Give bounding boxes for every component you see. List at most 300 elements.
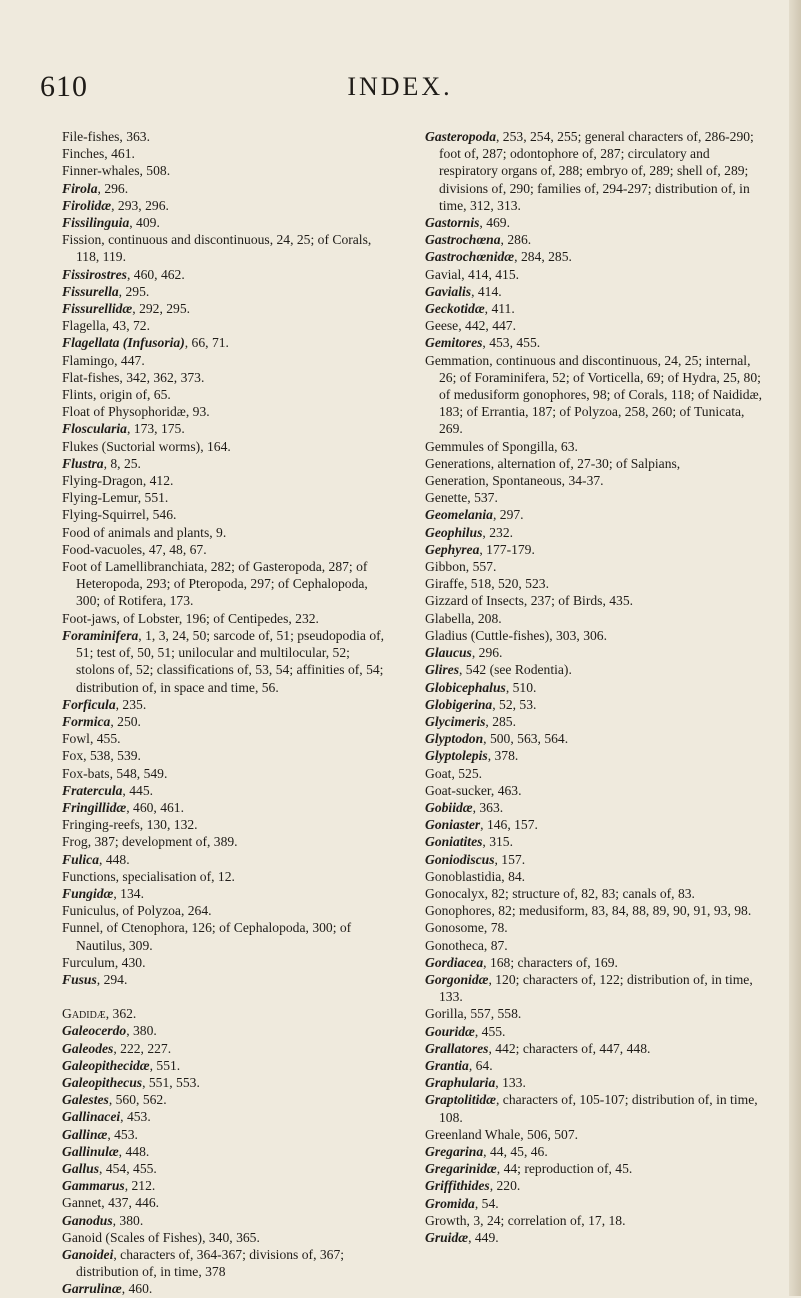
index-entry [62,438,390,455]
index-column-left [62,128,390,1298]
index-term: Gouridæ [425,1023,475,1039]
index-term: Galeodes [62,1040,114,1056]
index-entry [425,1005,770,1022]
index-term: Flagellata (Infusoria) [62,335,185,351]
index-references: , specialisation of, 12. [115,868,235,884]
index-entry [62,851,390,868]
index-references: , 460, 462. [126,266,185,282]
index-term: Galeopithecidæ [62,1057,150,1073]
index-entry [62,524,390,541]
index-entry [62,868,390,885]
index-references: , 285. [485,713,516,729]
index-term: Food [62,524,90,540]
index-entry [62,352,390,369]
index-term: Goniaster [425,817,481,833]
index-term: Furculum [62,954,115,970]
index-term: Formica [62,713,111,729]
index-term: Globicephalus [425,679,506,695]
index-references: , 460. [121,1281,153,1297]
index-references: , 315. [482,834,513,850]
index-entry [62,902,390,919]
index-entry [62,1280,390,1297]
index-entry [62,610,390,627]
index-references: , 551. [137,490,169,506]
index-entry [425,1212,770,1229]
index-references: , 387; development of, 389. [87,834,238,850]
index-term: Gonophores [425,903,492,919]
index-term: Functions [62,868,116,884]
index-entry [62,231,390,265]
index-term: Griffithides [425,1178,490,1194]
index-term: Gemmules [425,438,484,454]
index-term: Gorilla [425,1006,464,1022]
index-entry [62,420,390,437]
index-references: , 292, 295. [132,301,191,317]
index-entry [425,765,770,782]
index-references: , 460, 461. [126,799,184,815]
index-references: , continuous and discontinuous, 24, 25; internal, 26; of Foraminifera, 52; of Vorticella, 69; of Hydra, 25, 80; of medusiform gonophores, 98; of Corals, 118; of Naididæ, 183; of Errantia, 187; of Polyzoa, 258, 260; of Tunicata, 269. [439,352,763,437]
index-term: Forficula [62,696,116,712]
index-references: , 430. [114,954,146,970]
index-references: , 8, 25. [103,455,141,471]
index-term: Fungidæ [62,885,114,901]
index-term: Fissurellidæ [62,301,133,317]
index-entry [62,558,390,610]
index-references: (Scales of Fishes), 340, 365. [102,1229,260,1245]
index-term: Firola [62,180,98,196]
index-references: , 453. [120,1109,151,1125]
index-term: Fusus [62,971,97,987]
index-references: , 546. [145,507,177,523]
index-entry [425,713,770,730]
index-entry [62,627,390,696]
index-entry [62,334,390,351]
index-references: , 449. [468,1230,499,1245]
index-term: Goat [425,765,452,781]
index-entry [62,403,390,420]
index-term: Graptolitidæ [425,1092,496,1108]
index-references: , 557. [465,559,497,575]
index-term: Glaucus [425,645,472,661]
index-term: Gavial [425,266,462,282]
index-term: Ganoid [62,1229,103,1245]
index-entry [425,506,770,523]
index-references: , 518, 520, 523. [464,576,549,592]
index-references: , 295. [118,283,150,299]
index-term: Glabella [425,610,472,626]
index-entry [62,765,390,782]
index-references: , Spontaneous, 34-37. [485,473,604,489]
index-term: Galestes [62,1092,109,1108]
index-references: , 54. [474,1195,499,1211]
index-references: , 64. [468,1057,493,1073]
index-term: Gallinæ [62,1126,108,1142]
index-entry [425,971,770,1005]
index-term: Ganodus [62,1212,113,1228]
index-term: Foot-jaws [62,610,117,626]
index-term: Gruidæ [425,1230,469,1245]
index-term: Generation [425,473,486,489]
index-entry [425,558,770,575]
index-term: Gibbon [425,559,466,575]
index-entry [62,954,390,971]
index-references: , 157. [494,851,526,867]
index-references: , 222, 227. [113,1040,172,1056]
index-references: , 455. [89,731,121,747]
index-term: Flagella [62,318,106,334]
index-references: , 293, 296. [111,197,169,213]
index-references: , 412. [142,473,174,489]
index-references: , 380. [112,1212,144,1228]
index-references: , 448. [99,851,130,867]
index-references: , 120; characters of, 122; distribution of, in time, 133. [439,971,753,1005]
index-term: Gavialis [425,283,472,299]
index-entry [425,1143,770,1160]
index-entry [425,610,770,627]
index-term: Gasteropoda [425,129,496,144]
index-references: , 447. [114,352,145,368]
index-entry [62,696,390,713]
index-term: Gallus [62,1160,100,1176]
index-entry [62,300,390,317]
index-entry [425,937,770,954]
index-term: Funnel [62,920,100,936]
index-entry [62,541,390,558]
index-entry [425,1177,770,1194]
index-entry [425,1195,770,1212]
index-term: Gladius [425,627,468,643]
index-term: Grantia [425,1057,469,1073]
index-entry [425,214,770,231]
index-term: Flustra [62,455,104,471]
index-entry [62,1143,390,1160]
index-references: , 448. [118,1143,150,1159]
index-entry [62,1246,390,1280]
index-term: Gregarina [425,1143,484,1159]
index-term: Fox [62,748,84,764]
index-term: Gephyrea [425,541,480,557]
index-term: Goniatites [425,834,483,850]
index-entry [425,352,770,438]
index-references: , 380. [126,1023,157,1039]
index-entry [62,180,390,197]
index-entry [425,541,770,558]
index-entry [62,1194,390,1211]
index-references: , 508. [139,163,171,179]
index-entry [425,438,770,455]
index-term: Graphularia [425,1075,496,1091]
index-entry [62,1057,390,1074]
index-references: , characters of, 364-367; divisions of, 367; distribution of, in time, 378 [76,1247,345,1280]
index-entry [425,524,770,541]
index-references: (Cuttle-fishes), 303, 306. [467,627,607,643]
index-entry [62,782,390,799]
index-references: , 362. [105,1006,137,1022]
index-entry [425,231,770,248]
index-entry [425,575,770,592]
index-references: , 442; characters of, 447, 448. [488,1040,651,1056]
index-entry [62,472,390,489]
index-references: , 168; characters of, 169. [483,954,618,970]
index-entry [62,1160,390,1177]
index-entry [425,1040,770,1057]
index-references: , of Lobster, 196; of Centipedes, 232. [116,610,319,626]
index-entry [62,506,390,523]
page-edge [789,0,801,1296]
index-term: Fulica [62,851,100,867]
index-term: Flying-Squirrel [62,507,146,523]
index-term: Fratercula [62,782,123,798]
index-term: Fission [62,232,102,248]
index-entry [425,730,770,747]
index-entry [62,885,390,902]
index-entry [62,386,390,403]
index-entry [62,713,390,730]
index-references: , 378. [487,748,519,764]
index-entry [425,902,770,919]
index-entry [425,266,770,283]
index-references: , 469. [479,215,510,231]
index-entry [62,369,390,386]
index-entry [425,283,770,300]
index-references: , 296. [471,645,503,661]
index-references: , 212. [124,1178,156,1194]
index-references: , origin of, 65. [92,387,171,403]
index-references: , 44, 45, 46. [483,1143,548,1159]
index-term: Gastornis [425,215,480,231]
index-entry [425,661,770,678]
index-references: , 286. [500,232,532,248]
index-references: , 82; structure of, 82, 83; canals of, 83. [484,885,695,901]
index-references: of Lamellibranchiata, 282; of Gasteropoda, 287; of Heteropoda, 293; of Pteropoda, 297; of Cephalopoda, 300; of Rotifera, 173. [76,559,368,609]
index-entry [425,592,770,609]
index-references: , 500, 563, 564. [483,731,569,747]
index-references: , 173, 175. [126,421,185,437]
index-term: File-fishes [62,129,120,144]
index-entry [425,833,770,850]
index-entry [62,730,390,747]
index-references: , 453, 455. [482,335,541,351]
index-term: Flamingo [62,352,115,368]
index-references: (Suctorial worms), 164. [98,438,231,454]
index-term: Gromida [425,1195,475,1211]
index-term: Growth [425,1212,467,1228]
index-references: , 548, 549. [109,765,168,781]
index-term: Genette [425,490,468,506]
index-references: , 537. [467,490,498,506]
index-references: , 66, 71. [184,335,229,351]
index-term: Glires [425,662,459,678]
index-column-right [425,128,770,1246]
index-references: , 538, 539. [83,748,141,764]
index-term: Ganoidei [62,1247,114,1262]
index-term: Foot [62,559,87,575]
index-references: , 294. [96,971,128,987]
index-term: Giraffe [425,576,464,592]
index-term: Geomelania [425,507,493,523]
index-references: , 463. [490,782,522,798]
index-entry [62,1212,390,1229]
index-term: Gizzard [425,593,469,609]
index-term: Flat-fishes [62,369,120,385]
index-term: Gastrochœnidæ [425,249,515,265]
index-entry [425,1023,770,1040]
index-references: , 235. [115,696,147,712]
index-entry [62,1022,390,1039]
index-term: Gonocalyx [425,885,485,901]
index-term: Grallatores [425,1040,489,1056]
index-entry [62,1177,390,1194]
index-references: , 442, 447. [458,318,516,334]
index-entry [425,816,770,833]
index-references: , of Ctenophora, 126; of Cephalopoda, 300; of Nautilus, 309. [76,920,352,953]
index-entry [425,455,770,472]
index-entry [425,248,770,265]
index-references: , characters of, 105-107; distribution of, in time, 108. [439,1092,758,1125]
index-references: of Spongilla, 63. [483,438,578,454]
index-references: , 3, 24; correlation of, 17, 18. [466,1212,626,1228]
index-entry [62,197,390,214]
index-references: , 84. [501,868,526,884]
index-entry [425,696,770,713]
index-references: , 43, 72. [105,318,150,334]
index-entry [62,145,390,162]
index-term: Firolidæ [62,197,112,213]
index-term: Flints [62,387,93,403]
index-term: Flying-Dragon [62,473,143,489]
index-entry [425,1229,770,1246]
index-references: , 1, 3, 24, 50; sarcode of, 51; pseudopodia of, 51; test of, 50, 51; unilocular and multilocular, 52; stolons of, 52; classifications of, 53, 54; affinities of, 54; distribution of, in space and time, 56. [76,627,385,695]
index-entry [62,1091,390,1108]
index-references: , 232. [482,524,514,540]
page-header [40,70,760,110]
index-term: Gemmation [425,352,490,368]
index-entry [425,472,770,489]
index-references: , 454, 455. [99,1160,157,1176]
index-references: of Insects, 237; of Birds, 435. [468,593,634,609]
index-entry [425,1091,770,1125]
index-term: Garrulinæ [62,1281,122,1297]
index-references: , 414, 415. [461,266,520,282]
index-references: of Physophoridæ, 93. [89,404,210,420]
index-entry [425,885,770,902]
index-entry [62,833,390,850]
index-references: , 363. [472,799,504,815]
index-references: , 52, 53. [492,696,537,712]
index-term: Gonosome [425,920,484,936]
index-term: Gemitores [425,335,483,351]
index-entry [425,1074,770,1091]
index-term: Fringillidæ [62,799,127,815]
index-term: Greenland Whale [425,1126,521,1142]
index-term: Food-vacuoles [62,541,143,557]
index-term: Gorgonidæ [425,971,489,987]
index-entry [62,816,390,833]
index-references: , 297. [492,507,524,523]
index-references: , 510. [505,679,537,695]
index-entry [62,1005,390,1022]
index-term: Glycimeris [425,713,486,729]
index-entry [425,954,770,971]
index-references: , 461. [104,146,135,162]
index-references: , 177-179. [479,541,535,557]
index-term: Flying-Lemur [62,490,138,506]
index-entry [425,644,770,661]
index-references: , 296. [97,180,129,196]
index-entry [425,868,770,885]
index-entry [62,971,390,988]
index-term: Geese [425,318,459,334]
index-term: Goat-sucker [425,782,491,798]
index-term: Fowl [62,731,90,747]
index-references: , 506, 507. [520,1126,579,1142]
index-term: Fissilinguia [62,215,130,231]
index-term: Foraminifera [62,627,139,643]
index-term: Finner-whales [62,163,140,179]
index-entry [425,317,770,334]
index-entry [62,1126,390,1143]
index-references: , 411. [484,301,515,317]
index-entry [62,455,390,472]
index-references: , of Polyzoa, 264. [115,903,212,919]
index-entry [62,1040,390,1057]
index-entry [62,266,390,283]
index-entry [62,747,390,764]
index-entry [62,317,390,334]
index-references: , 551. [149,1057,181,1073]
index-entry [62,799,390,816]
index-entry [62,1074,390,1091]
index-term: Gonotheca [425,937,484,953]
index-term: Gannet [62,1195,102,1211]
index-references: , 445. [122,782,154,798]
index-references: , 455. [474,1023,506,1039]
index-entry [425,1160,770,1177]
index-entry [425,627,770,644]
index-term: Fissurella [62,283,119,299]
index-entry [62,489,390,506]
index-term: Floscularia [62,421,127,437]
index-references: , 409. [129,215,160,231]
index-references: , 414. [471,283,502,299]
index-references: , 133. [495,1075,526,1091]
index-references: , 542 (see Rodentia). [458,662,572,678]
index-term: Gordiacea [425,954,484,970]
index-references: , 453. [107,1126,138,1142]
index-term: Gallinacei [62,1109,121,1125]
index-term: Gallinulæ [62,1143,119,1159]
index-term: Geckotidæ [425,301,485,317]
index-term: Galeopithecus [62,1074,143,1090]
index-term: Fringing-reefs [62,817,140,833]
index-entry [425,799,770,816]
index-term: Glyptodon [425,731,484,747]
index-references: of animals and plants, 9. [89,524,227,540]
index-references: , 44; reproduction of, 45. [496,1161,633,1177]
index-references: , 525. [451,765,483,781]
index-references: , 253, 254, 255; general characters of, 286-290; foot of, 287; odontophore of, 287; circulatory and respiratory organs of, 288; embryo of, 289; shell of, 289; divisions of, 290; families of, 294-297; distribution of, in time, 312, 313. [439,129,754,213]
index-entry [425,300,770,317]
index-term: Generations [425,455,491,471]
index-references: , 560, 562. [108,1092,167,1108]
index-term: Fox-bats [62,765,110,781]
index-term: Frog [62,834,88,850]
index-entry [425,1126,770,1143]
index-term: Finches [62,146,105,162]
index-references: , 78. [483,920,508,936]
index-term: Globigerina [425,696,493,712]
index-entry [62,162,390,179]
